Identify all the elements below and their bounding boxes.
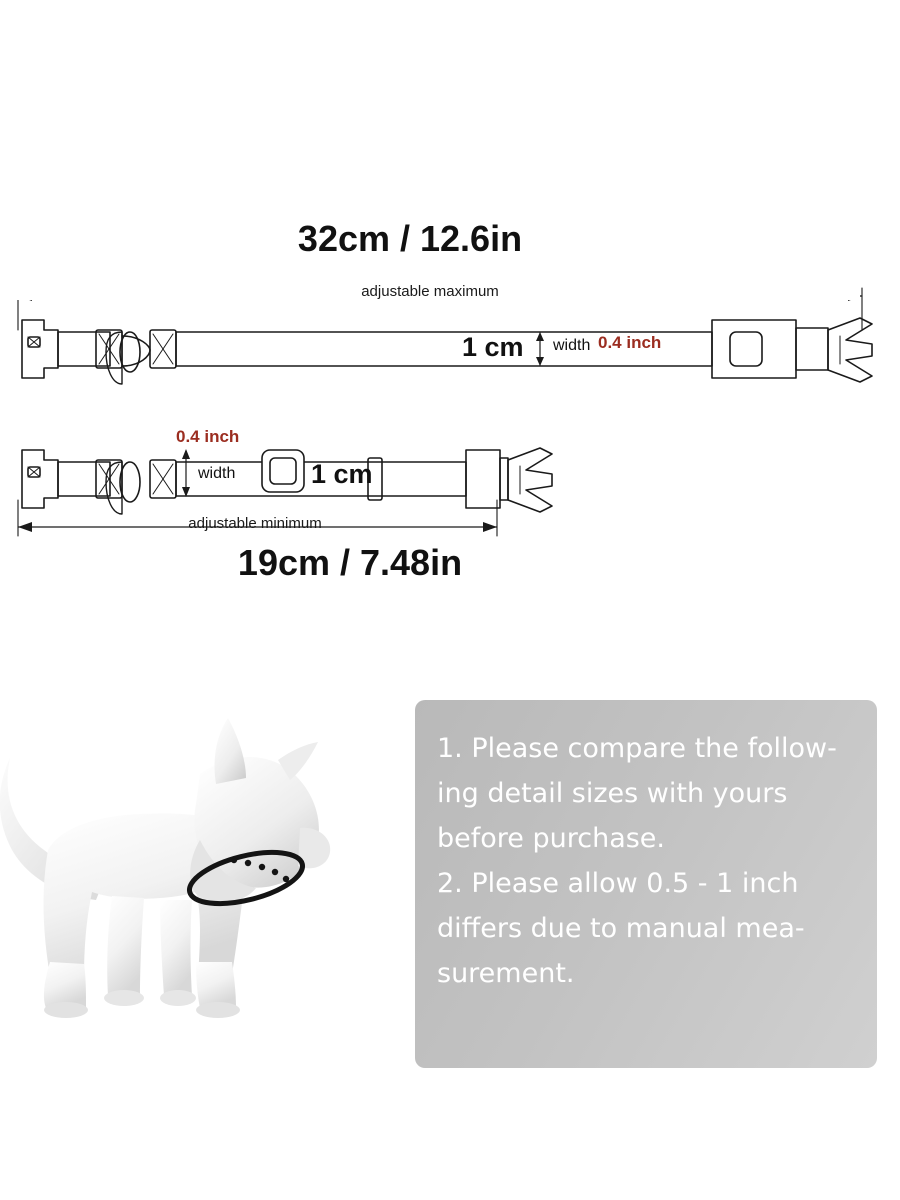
bottom-width-word-label: width: [198, 465, 236, 482]
top-width-word-label: width: [553, 337, 591, 354]
note-line: surement.: [437, 958, 575, 989]
max-length-title: 32cm / 12.6in: [297, 218, 523, 259]
note-line: ing detail sizes with yours: [437, 778, 788, 809]
adjustable-minimum-label: adjustable minimum: [188, 515, 322, 532]
bottom-width-cm-label: 1 cm: [311, 459, 373, 489]
top-width-inch-label: 0.4 inch: [598, 333, 662, 352]
bottom-width-inch-label: 0.4 inch: [176, 427, 240, 446]
note-line: 2. Please allow 0.5 - 1 inch: [437, 868, 799, 899]
purchase-note-card: [415, 700, 877, 1068]
min-length-title: 19cm / 7.48in: [237, 542, 463, 583]
cat-illustration: [0, 700, 415, 1080]
note-line: 1. Please compare the follow-: [437, 733, 837, 764]
note-line: before purchase.: [437, 823, 665, 854]
top-width-cm-label: 1 cm: [462, 332, 524, 362]
adjustable-maximum-label: adjustable maximum: [0, 283, 860, 300]
note-line: differs due to manual mea-: [437, 913, 805, 944]
cat-figurine-svg: [0, 700, 415, 1080]
